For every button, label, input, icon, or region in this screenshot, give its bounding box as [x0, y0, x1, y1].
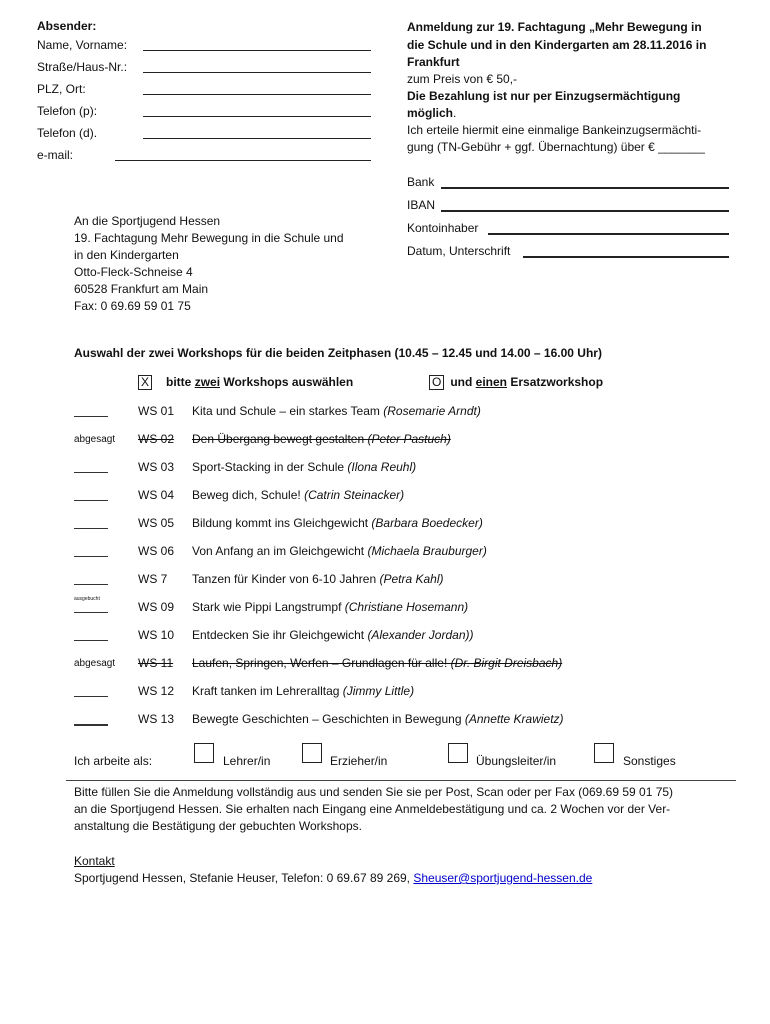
workshop-leader: (Ilona Reuhl): [347, 460, 417, 474]
alt-one-word: einen: [475, 375, 508, 389]
workshop-row: [0, 544, 770, 560]
workshop-leader: (Jimmy Little): [342, 684, 415, 698]
workshop-title: Von Anfang an im Gleichgewicht (Michaela Brauburger): [192, 544, 487, 558]
iban-label: IBAN: [407, 198, 436, 212]
choose-two-instruction: X bitte zwei Workshops auswählen: [138, 375, 353, 390]
workshop-code: WS 10: [138, 628, 175, 642]
workshop-row: [0, 488, 770, 504]
instructions-text: Bitte füllen Sie die Anmeldung vollständig aus und senden Sie sie per Post, Scan oder per Fax (069.69 59 01 75) an die Sportjugend Hessen. Sie erhalten nach Eingang eine Anmeldebestätigung und ca. 2 Wochen vor der Ver- anstaltung die Bestätigung der gebuchten Workshops.: [74, 785, 674, 833]
workshop-title: Sport-Stacking in der Schule (Ilona Reuhl): [192, 460, 417, 474]
address-line: Fax: 0 69.69 59 01 75: [74, 299, 191, 313]
workshop-code: WS 11: [138, 656, 174, 670]
workshop-code: WS 06: [138, 544, 175, 558]
workshop-code: WS 02: [138, 432, 175, 446]
workshop-title: Laufen, Springen, Werfen – Grundlagen für alle! (Dr. Birgit Dreisbach): [192, 656, 563, 670]
sender-street-label: Straße/Haus-Nr.:: [37, 60, 128, 74]
workshop-leader: (Catrin Steinacker): [304, 488, 405, 502]
workshop-status: ausgebucht: [74, 596, 100, 602]
payment-possible-text: möglich: [407, 106, 454, 120]
account-holder-label: Kontoinhaber: [407, 221, 479, 235]
workshop-leader: (Alexander Jordan)): [367, 628, 474, 642]
role-other-checkbox[interactable]: [594, 743, 614, 763]
sender-phone-private-field[interactable]: [143, 116, 371, 117]
alternate-instruction: O und einen Ersatzworkshop: [429, 375, 603, 390]
workshop-select-field[interactable]: [74, 584, 108, 585]
workshop-code: WS 7: [138, 572, 168, 586]
workshop-status: abgesagt: [74, 658, 116, 669]
workshop-title: Stark wie Pippi Langstrumpf (Christiane Hosemann): [192, 600, 469, 614]
workshop-leader: (Barbara Boedecker): [371, 516, 483, 530]
workshop-title: Den Übergang bewegt gestalten (Peter Pastuch): [192, 432, 451, 446]
workshop-code: WS 12: [138, 684, 175, 698]
sender-heading: Absender:: [37, 19, 97, 33]
address-line: An die Sportjugend Hessen: [74, 214, 221, 228]
registration-title-line1: Anmeldung zur 19. Fachtagung „Mehr Bewegung in: [407, 20, 702, 34]
account-holder-field[interactable]: [488, 233, 729, 235]
workshop-select-field[interactable]: [74, 612, 108, 613]
alt-mark-box: O: [429, 375, 444, 390]
workshop-title: Bildung kommt ins Gleichgewicht (Barbara Boedecker): [192, 516, 483, 530]
workshop-row: [0, 404, 770, 420]
workshop-row: [0, 596, 770, 616]
bank-label: Bank: [407, 175, 435, 189]
contact-line: [74, 871, 592, 885]
address-line: 60528 Frankfurt am Main: [74, 282, 209, 296]
role-teacher-label: Lehrer/in: [223, 754, 271, 768]
workshop-title: Tanzen für Kinder von 6-10 Jahren (Petra Kahl): [192, 572, 444, 586]
sender-city-label: PLZ, Ort:: [37, 82, 86, 96]
address-line: in den Kindergarten: [74, 248, 179, 262]
workshop-select-field[interactable]: [74, 472, 108, 473]
address-line: Otto-Fleck-Schneise 4: [74, 265, 193, 279]
workshop-select-field[interactable]: [74, 416, 108, 417]
choose-two-word: zwei: [194, 375, 221, 389]
workshop-code: WS 09: [138, 600, 175, 614]
workshop-title: Beweg dich, Schule! (Catrin Steinacker): [192, 488, 405, 502]
workshop-code: WS 01: [138, 404, 175, 418]
date-signature-field[interactable]: [523, 256, 729, 258]
payment-period: .: [453, 106, 457, 120]
role-teacher-checkbox[interactable]: [194, 743, 214, 763]
workshop-leader: (Peter Pastuch): [367, 432, 451, 446]
divider: [66, 780, 736, 781]
workshop-select-field[interactable]: [74, 528, 108, 529]
workshop-leader: (Dr. Birgit Dreisbach): [450, 656, 563, 670]
mandate-line1: Ich erteile hiermit eine einmalige Bankeinzugsermächti-: [407, 123, 702, 137]
workshop-row: [0, 656, 770, 672]
workshop-code: WS 13: [138, 712, 175, 726]
workshop-leader: (Christiane Hosemann): [344, 600, 469, 614]
workshop-status: abgesagt: [74, 434, 116, 445]
workshop-title: Kita und Schule – ein starkes Team (Rosemarie Arndt): [192, 404, 481, 418]
workshop-code: WS 03: [138, 460, 175, 474]
workshop-row: [0, 628, 770, 644]
workshop-leader: (Rosemarie Arndt): [383, 404, 481, 418]
workshop-select-field[interactable]: [74, 500, 108, 501]
workshop-leader: (Annette Krawietz): [464, 712, 564, 726]
workshop-select-field[interactable]: [74, 696, 108, 697]
sender-email-field[interactable]: [115, 160, 371, 161]
sender-email-label: e-mail:: [37, 148, 74, 162]
sender-street-field[interactable]: [143, 72, 371, 73]
role-other-label: Sonstiges: [623, 754, 676, 768]
contact-text: Sportjugend Hessen, Stefanie Heuser, Telefon: 0 69.67 89 269,: [74, 871, 414, 885]
workshop-row: [0, 572, 770, 588]
registration-payment-line2: [407, 106, 456, 120]
workshop-code: WS 05: [138, 516, 175, 530]
choose-mark-box: X: [138, 375, 152, 390]
workshop-select-field[interactable]: [74, 640, 108, 641]
workshop-select-field[interactable]: [74, 556, 108, 557]
workshop-select-field[interactable]: [74, 724, 108, 726]
sender-name-label: Name, Vorname:: [37, 38, 128, 52]
bank-field[interactable]: [441, 187, 729, 189]
role-label: Ich arbeite als:: [74, 754, 153, 768]
iban-field[interactable]: [441, 210, 729, 212]
role-instructor-checkbox[interactable]: [448, 743, 468, 763]
registration-title-line3: Frankfurt: [407, 55, 460, 69]
sender-name-field[interactable]: [143, 50, 371, 51]
sender-phone-private-label: Telefon (p):: [37, 104, 98, 118]
workshop-row: [0, 712, 770, 728]
workshop-title: Bewegte Geschichten – Geschichten in Bewegung (Annette Krawietz): [192, 712, 564, 726]
workshop-leader: (Petra Kahl): [379, 572, 444, 586]
workshop-title: Kraft tanken im Lehreralltag (Jimmy Little): [192, 684, 415, 698]
role-instructor-label: Übungsleiter/in: [476, 754, 557, 768]
sender-city-field[interactable]: [143, 94, 371, 95]
workshop-code: WS 04: [138, 488, 175, 502]
contact-heading: Kontakt: [74, 854, 115, 868]
sender-phone-work-label: Telefon (d).: [37, 126, 98, 140]
registration-title-line2: die Schule und in den Kindergarten am 28.11.2016 in: [407, 38, 707, 52]
registration-payment-line1: Die Bezahlung ist nur per Einzugsermächtigung: [407, 89, 681, 103]
mandate-line2: gung (TN-Gebühr + ggf. Übernachtung) über € _______: [407, 140, 705, 154]
address-line: 19. Fachtagung Mehr Bewegung in die Schule und: [74, 231, 344, 245]
workshop-row: [0, 432, 770, 448]
role-educator-checkbox[interactable]: [302, 743, 322, 763]
workshop-leader: (Michaela Brauburger): [367, 544, 487, 558]
role-educator-label: Erzieher/in: [330, 754, 388, 768]
workshop-row: [0, 516, 770, 532]
workshop-title: Entdecken Sie ihr Gleichgewicht (Alexander Jordan)): [192, 628, 474, 642]
contact-email-link[interactable]: Sheuser@sportjugend-hessen.de: [413, 871, 593, 885]
date-signature-label: Datum, Unterschrift: [407, 244, 511, 258]
workshop-row: [0, 460, 770, 476]
sender-phone-work-field[interactable]: [143, 138, 371, 139]
recipient-address: [74, 213, 344, 315]
workshop-row: [0, 684, 770, 700]
workshops-heading: Auswahl der zwei Workshops für die beiden Zeitphasen (10.45 – 12.45 und 14.00 – 16.00 Uhr): [74, 346, 602, 360]
registration-price: zum Preis von € 50,-: [407, 72, 518, 86]
